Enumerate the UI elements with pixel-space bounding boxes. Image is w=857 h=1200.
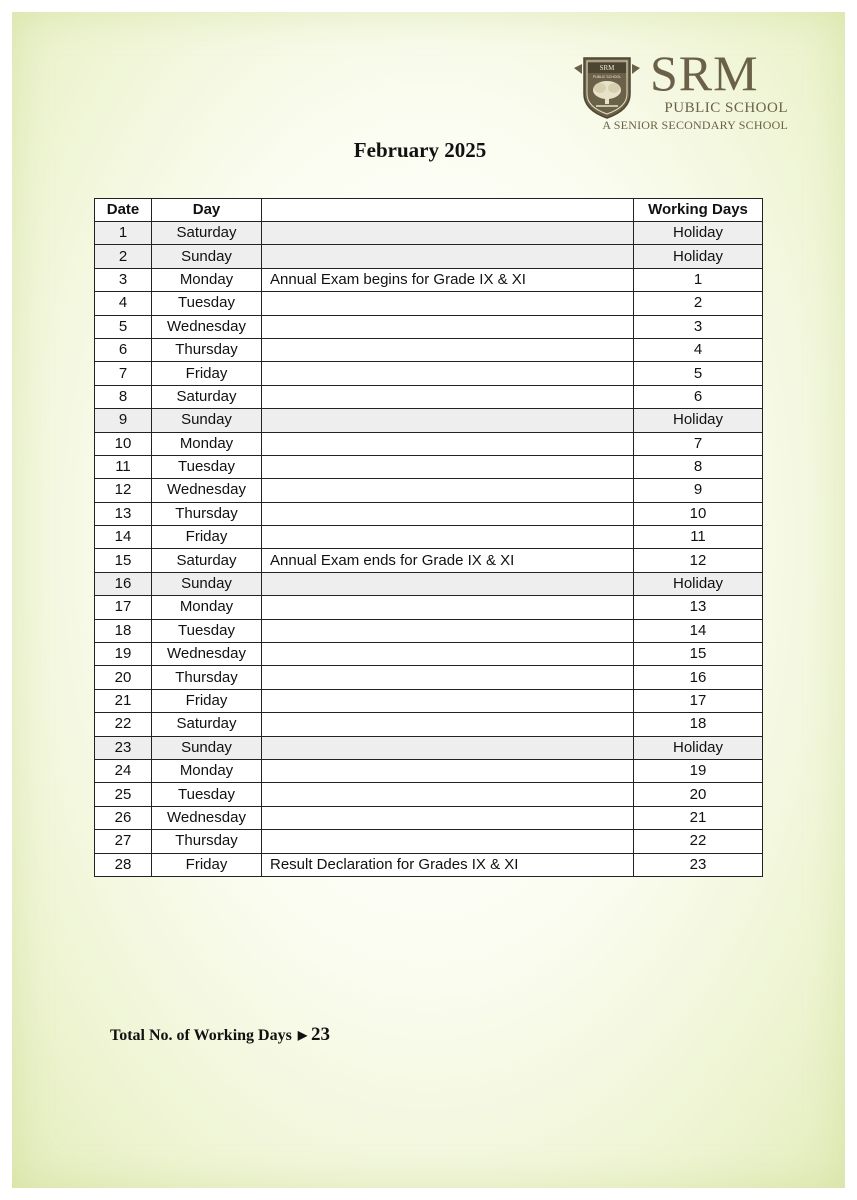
school-crest-icon	[572, 54, 642, 120]
cell-working-days: Holiday	[634, 222, 763, 245]
cell-day: Wednesday	[152, 479, 262, 502]
cell-working-days: 3	[634, 315, 763, 338]
school-tagline: A SENIOR SECONDARY SCHOOL	[602, 118, 788, 132]
cell-working-days: Holiday	[634, 245, 763, 268]
cell-event	[262, 783, 634, 806]
svg-text:SRM: SRM	[599, 64, 615, 72]
cell-event	[262, 409, 634, 432]
school-subtitle: PUBLIC SCHOOL	[664, 100, 788, 116]
cell-event	[262, 666, 634, 689]
cell-date: 18	[95, 619, 152, 642]
cell-working-days: 14	[634, 619, 763, 642]
cell-day: Friday	[152, 362, 262, 385]
table-row	[95, 643, 763, 666]
total-value: 23	[311, 1024, 331, 1045]
cell-date: 9	[95, 409, 152, 432]
cell-working-days: 22	[634, 830, 763, 853]
cell-day: Thursday	[152, 502, 262, 525]
cell-date: 16	[95, 572, 152, 595]
cell-date: 7	[95, 362, 152, 385]
table-row	[95, 432, 763, 455]
cell-date: 21	[95, 689, 152, 712]
cell-day: Saturday	[152, 713, 262, 736]
cell-day: Thursday	[152, 666, 262, 689]
total-label: Total No. of Working Days	[110, 1027, 292, 1044]
table-header-row	[95, 199, 763, 222]
cell-date: 13	[95, 502, 152, 525]
table-row	[95, 666, 763, 689]
cell-day: Tuesday	[152, 292, 262, 315]
cell-working-days: 20	[634, 783, 763, 806]
cell-day: Friday	[152, 853, 262, 876]
cell-date: 15	[95, 549, 152, 572]
cell-date: 14	[95, 526, 152, 549]
cell-day: Saturday	[152, 385, 262, 408]
cell-event	[262, 292, 634, 315]
cell-day: Wednesday	[152, 806, 262, 829]
cell-day: Wednesday	[152, 315, 262, 338]
cell-working-days: 4	[634, 338, 763, 361]
cell-date: 28	[95, 853, 152, 876]
table-row	[95, 292, 763, 315]
cell-event	[262, 338, 634, 361]
cell-date: 6	[95, 338, 152, 361]
cell-date: 12	[95, 479, 152, 502]
cell-working-days: 17	[634, 689, 763, 712]
table-row	[95, 713, 763, 736]
cell-event	[262, 479, 634, 502]
table-row	[95, 245, 763, 268]
cell-day: Sunday	[152, 245, 262, 268]
cell-event	[262, 362, 634, 385]
header-event	[262, 199, 634, 222]
cell-day: Monday	[152, 268, 262, 291]
table-row	[95, 268, 763, 291]
table-row	[95, 736, 763, 759]
table-row	[95, 689, 763, 712]
table-row	[95, 362, 763, 385]
cell-date: 4	[95, 292, 152, 315]
cell-event	[262, 643, 634, 666]
cell-event: Annual Exam begins for Grade IX & XI	[262, 268, 634, 291]
cell-date: 10	[95, 432, 152, 455]
cell-date: 11	[95, 455, 152, 478]
cell-working-days: Holiday	[634, 736, 763, 759]
table-row	[95, 783, 763, 806]
table-row	[95, 572, 763, 595]
table-row	[95, 806, 763, 829]
cell-date: 20	[95, 666, 152, 689]
cell-working-days: 12	[634, 549, 763, 572]
cell-working-days: 11	[634, 526, 763, 549]
cell-date: 5	[95, 315, 152, 338]
cell-date: 27	[95, 830, 152, 853]
cell-event: Result Declaration for Grades IX & XI	[262, 853, 634, 876]
cell-working-days: 10	[634, 502, 763, 525]
cell-working-days: 18	[634, 713, 763, 736]
cell-date: 22	[95, 713, 152, 736]
cell-day: Sunday	[152, 409, 262, 432]
page-title: February 2025	[353, 138, 487, 162]
cell-day: Saturday	[152, 222, 262, 245]
cell-day: Monday	[152, 596, 262, 619]
cell-date: 8	[95, 385, 152, 408]
cell-day: Tuesday	[152, 783, 262, 806]
cell-working-days: 8	[634, 455, 763, 478]
cell-working-days: 6	[634, 385, 763, 408]
cell-event	[262, 572, 634, 595]
table-row	[95, 526, 763, 549]
school-name: SRM	[650, 45, 759, 101]
header-date: Date	[95, 199, 152, 222]
cell-date: 17	[95, 596, 152, 619]
cell-working-days: 2	[634, 292, 763, 315]
cell-date: 25	[95, 783, 152, 806]
cell-date: 19	[95, 643, 152, 666]
calendar-body	[95, 222, 763, 877]
cell-event	[262, 245, 634, 268]
calendar-table	[94, 198, 763, 877]
cell-day: Thursday	[152, 830, 262, 853]
cell-day: Sunday	[152, 572, 262, 595]
cell-event: Annual Exam ends for Grade IX & XI	[262, 549, 634, 572]
cell-working-days: 9	[634, 479, 763, 502]
cell-day: Saturday	[152, 549, 262, 572]
cell-event	[262, 502, 634, 525]
table-row	[95, 222, 763, 245]
cell-date: 2	[95, 245, 152, 268]
cell-working-days: 13	[634, 596, 763, 619]
cell-date: 3	[95, 268, 152, 291]
cell-working-days: 7	[634, 432, 763, 455]
cell-day: Sunday	[152, 736, 262, 759]
cell-working-days: 23	[634, 853, 763, 876]
table-row	[95, 315, 763, 338]
cell-day: Monday	[152, 432, 262, 455]
cell-day: Monday	[152, 759, 262, 782]
cell-event	[262, 736, 634, 759]
cell-event	[262, 385, 634, 408]
cell-event	[262, 596, 634, 619]
cell-day: Tuesday	[152, 455, 262, 478]
cell-working-days: Holiday	[634, 409, 763, 432]
header-working-days: Working Days	[634, 199, 763, 222]
cell-working-days: 19	[634, 759, 763, 782]
table-row	[95, 502, 763, 525]
cell-day: Friday	[152, 526, 262, 549]
table-row	[95, 619, 763, 642]
cell-date: 26	[95, 806, 152, 829]
triangle-right-icon: ▶	[297, 1028, 308, 1042]
table-row	[95, 409, 763, 432]
cell-event	[262, 315, 634, 338]
cell-event	[262, 806, 634, 829]
cell-event	[262, 619, 634, 642]
table-row	[95, 549, 763, 572]
table-row	[95, 759, 763, 782]
cell-day: Tuesday	[152, 619, 262, 642]
cell-event	[262, 713, 634, 736]
cell-event	[262, 689, 634, 712]
cell-event	[262, 455, 634, 478]
total-working-days	[110, 1024, 330, 1046]
cell-event	[262, 830, 634, 853]
cell-date: 24	[95, 759, 152, 782]
cell-date: 1	[95, 222, 152, 245]
table-row	[95, 853, 763, 876]
cell-working-days: 16	[634, 666, 763, 689]
cell-day: Friday	[152, 689, 262, 712]
cell-working-days: 1	[634, 268, 763, 291]
school-logo	[572, 45, 792, 136]
table-row	[95, 338, 763, 361]
table-row	[95, 479, 763, 502]
cell-working-days: Holiday	[634, 572, 763, 595]
cell-date: 23	[95, 736, 152, 759]
cell-day: Wednesday	[152, 643, 262, 666]
table-row	[95, 385, 763, 408]
cell-working-days: 5	[634, 362, 763, 385]
table-row	[95, 596, 763, 619]
cell-working-days: 21	[634, 806, 763, 829]
header-day: Day	[152, 199, 262, 222]
table-row	[95, 455, 763, 478]
table-row	[95, 830, 763, 853]
cell-day: Thursday	[152, 338, 262, 361]
cell-event	[262, 222, 634, 245]
cell-working-days: 15	[634, 643, 763, 666]
cell-event	[262, 432, 634, 455]
svg-text:PUBLIC SCHOOL: PUBLIC SCHOOL	[592, 75, 622, 79]
cell-event	[262, 526, 634, 549]
cell-event	[262, 759, 634, 782]
